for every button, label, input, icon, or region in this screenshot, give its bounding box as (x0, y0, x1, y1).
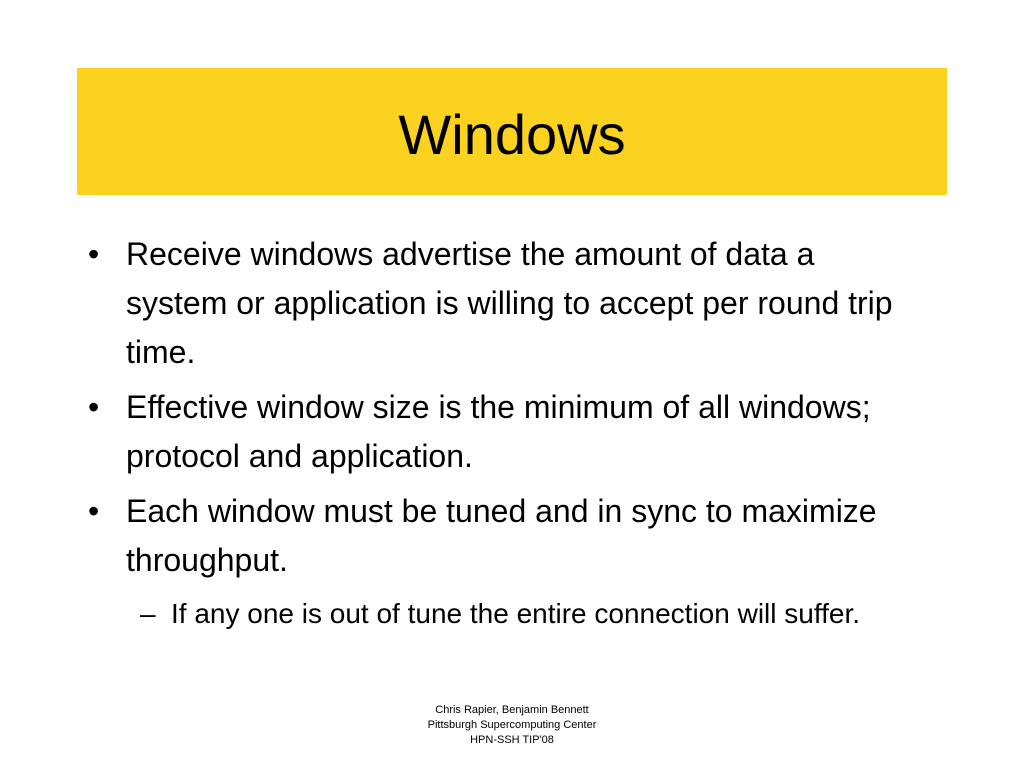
title-band (77, 68, 947, 195)
bullet-marker: • (88, 236, 100, 272)
bullet-item (82, 230, 922, 377)
bullet-text: Receive windows advertise the amount of data a system or application is willing to accept per round trip time. (126, 236, 893, 370)
slide-title: Windows (398, 102, 626, 166)
sub-bullet-item (82, 591, 922, 636)
bullet-text: Each window must be tuned and in sync to maximize throughput. (126, 493, 877, 578)
bullet-text: Effective window size is the minimum of all windows; protocol and application. (126, 389, 871, 474)
bullet-item (82, 487, 922, 585)
bullet-marker: • (88, 389, 100, 425)
footer-authors: Chris Rapier, Benjamin Bennett (435, 704, 589, 716)
bullet-list (82, 230, 922, 636)
sub-bullet-text: If any one is out of tune the entire connection will suffer. (171, 598, 861, 629)
bullet-item (82, 383, 922, 481)
footer-event: HPN-SSH TIP'08 (470, 734, 554, 746)
sub-bullet-marker: – (140, 598, 156, 629)
footer (362, 703, 662, 748)
footer-organization: Pittsburgh Supercomputing Center (427, 719, 597, 731)
bullet-marker: • (88, 493, 100, 529)
